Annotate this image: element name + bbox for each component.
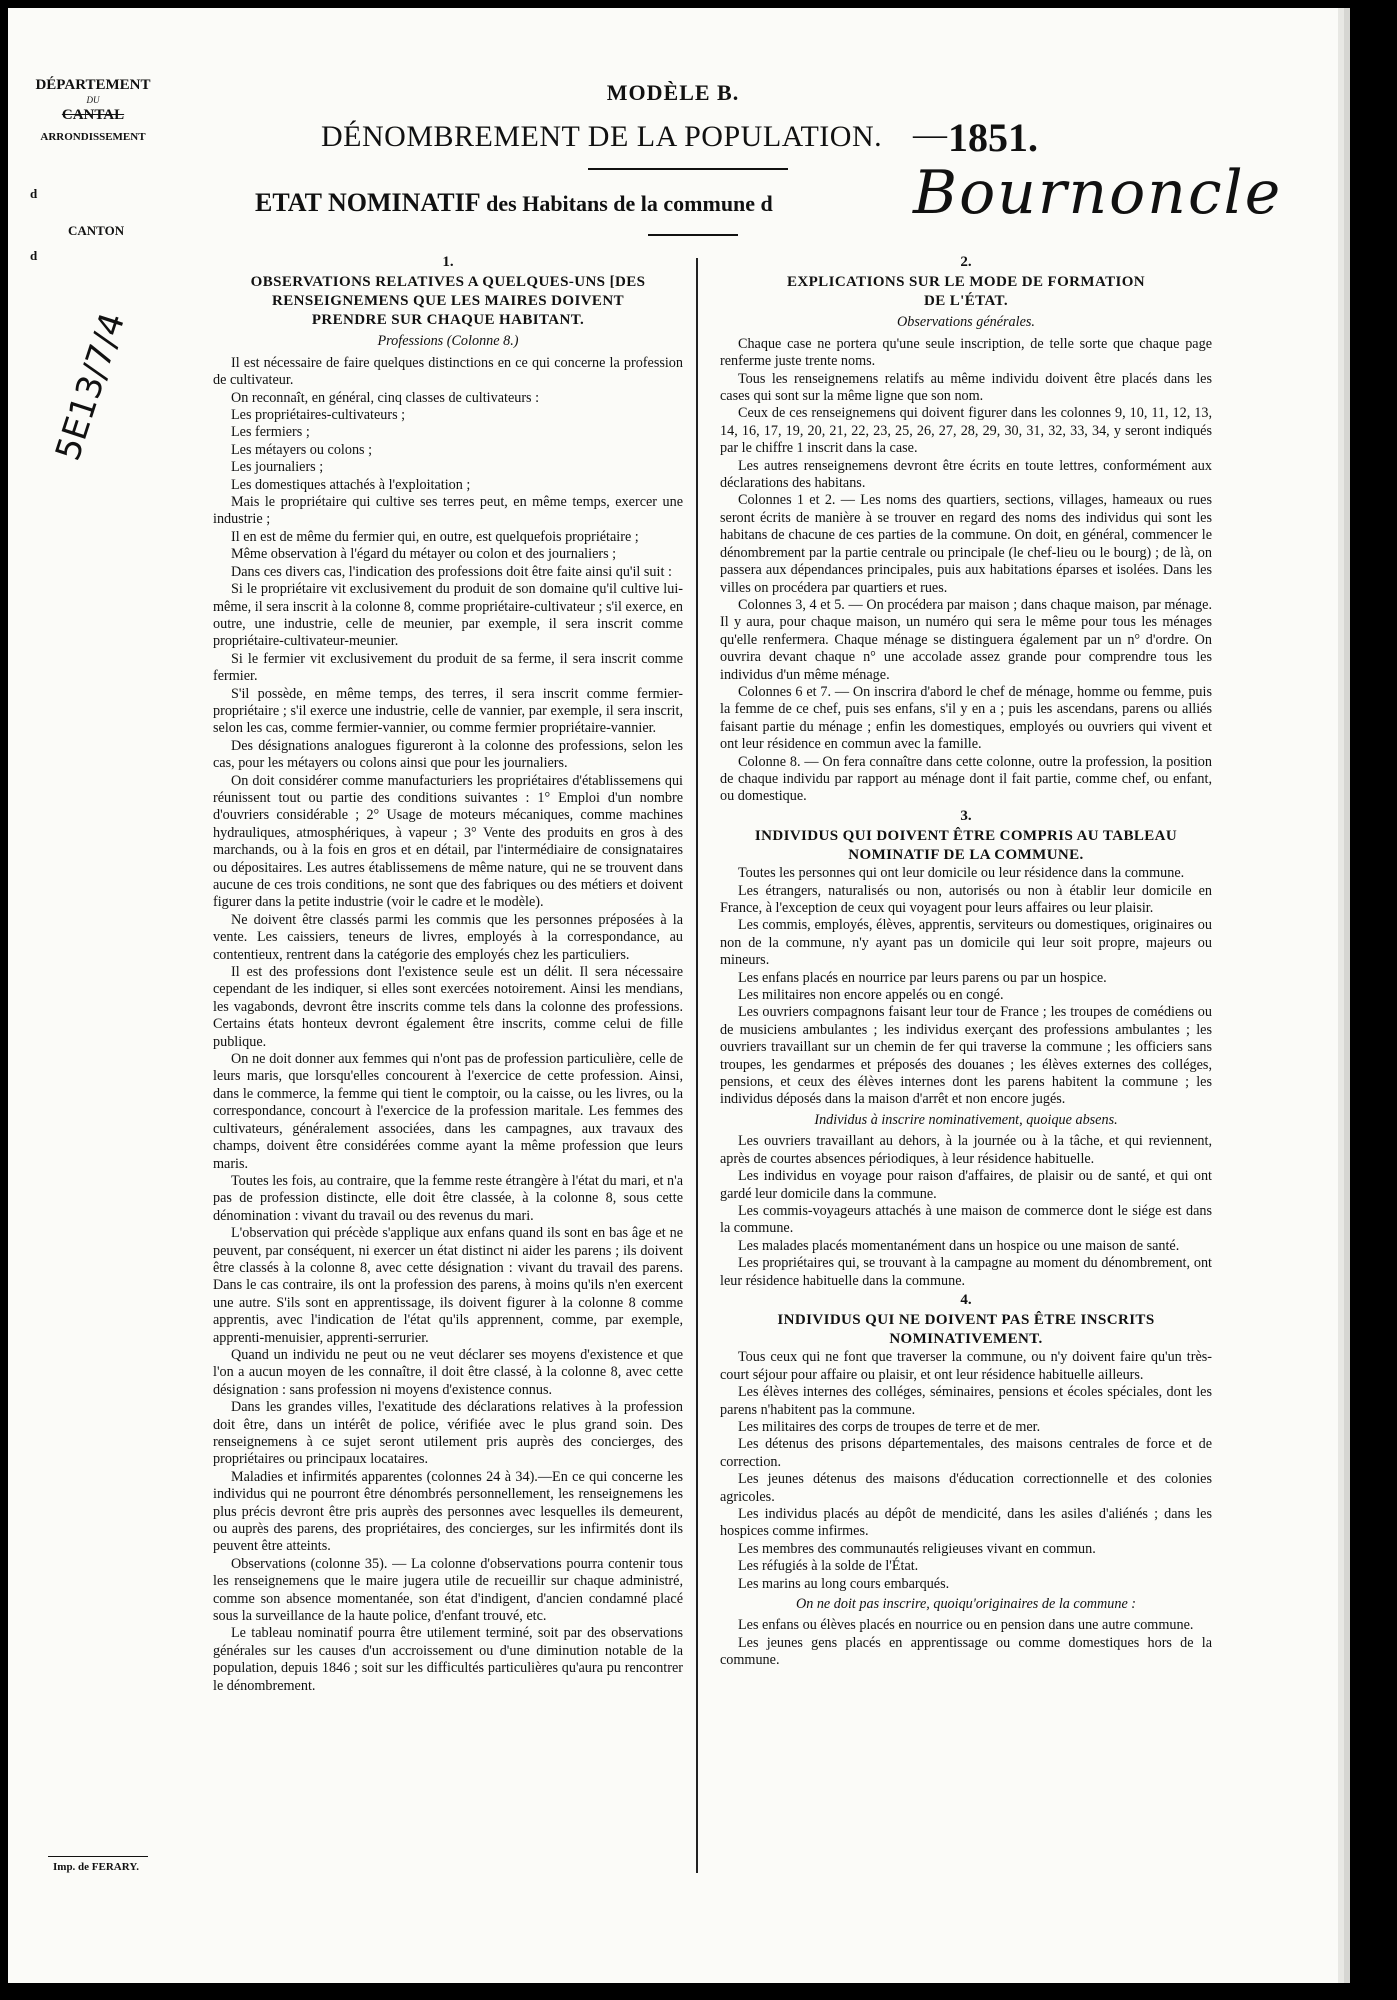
paragraph: Les commis, employés, élèves, apprentis, serviteurs ou domestiques, originaires ou non de la commune, n'y ayant pas un domicile qui leur soit propre, majeurs ou mineurs.: [720, 917, 1212, 969]
paragraph: Ne doivent être classés parmi les commis que les personnes préposées à la vente. Les caissiers, teneurs de livres, employés à la correspondance, au contentieux, rentrent dans la catégorie des employés chez les particuliers.: [213, 911, 683, 963]
paragraph: Tous ceux qui ne font que traverser la commune, ou n'y doivent faire qu'un très-court séjour pour affaire ou plaisir, et ont leur résidence habituelle ailleurs.: [720, 1349, 1212, 1383]
modele-label: MODÈLE B.: [606, 80, 740, 105]
departement-label: DÉPARTEMENT: [35, 77, 151, 93]
section-heading-line: OBSERVATIONS RELATIVES A QUELQUES-UNS [DES: [250, 274, 646, 291]
paragraph: Dans ces divers cas, l'indication des professions doit être faite ainsi qu'il suit :: [231, 563, 672, 580]
cantal-label: CANTAL: [61, 107, 125, 123]
paragraph: Les propriétaires qui, se trouvant à la campagne au moment du dénombrement, ont leur résidence habituelle dans la commune.: [720, 1255, 1212, 1289]
section-heading-line: NOMINATIF DE LA COMMUNE.: [848, 847, 1084, 864]
canton-d: d: [30, 248, 38, 263]
paragraph: Les jeunes gens placés en apprentissage ou comme domestiques hors de la commune.: [720, 1634, 1212, 1669]
section-number: 2.: [960, 254, 972, 270]
column-observations: [213, 252, 683, 1695]
section-heading-line: NOMINATIVEMENT.: [889, 1331, 1043, 1348]
ornament-mid: [648, 234, 738, 236]
du-label: DU: [86, 94, 100, 105]
paragraph: Colonnes 1 et 2. — Les noms des quartiers, sections, villages, hameaux ou rues seront écrits de manière à se trouver en regard des noms des individus qui sont les habitans de chacune de ces parties de la commune. On doit, en général, commencer le dénombrement par la partie centrale ou principale (le chef-lieu ou le bourg) ; de là, on passera aux dépendances principales, puis aux habitations éparses et isolées. Dans les villes on procédera par quartiers et rues.: [720, 492, 1212, 596]
imprint-rule: [48, 1856, 148, 1857]
document-page: [8, 8, 1338, 1983]
etat-bold: ETAT NOMINATIF: [255, 188, 480, 217]
paragraph: Chaque case ne portera qu'une seule inscription, de telle sorte que chaque page renferme juste trente noms.: [720, 335, 1212, 370]
paragraph-list: [720, 1617, 1212, 1669]
section-subheading: On ne doit pas inscrire, quoiqu'originaires de la commune :: [795, 1596, 1137, 1613]
paragraph: Le tableau nominatif pourra être utilement terminé, soit par des observations générales sur les causes d'un accroissement ou d'une diminution notable de la population, depuis 1846 ; soit sur les difficultés particulières qu'aura pu rencontrer le dénombrement.: [213, 1625, 683, 1694]
paragraph: Les ouvriers compagnons faisant leur tour de France ; les troupes de comédiens ou de musiciens ambulantes ; les individus exerçant des professions ambulantes ; les ouvriers travaillant sur un chemin de fer qui traverse la commune ; les officiers sans troupes, les gendarmes et préposés des douanes ; les élèves externes des colléges, pensions, et ceux des élèves internes dont les parens habitent la commune ; les individus déposés dans la maison d'arrêt et non encore jugés.: [720, 1004, 1212, 1108]
paragraph-list: [213, 355, 683, 1695]
paragraph: Les militaires non encore appelés ou en congé.: [738, 987, 1004, 1004]
paragraph: Les autres renseignemens devront être écrits en toute lettres, conformément aux déclarations des habitans.: [720, 457, 1212, 492]
paragraph-list: [720, 1133, 1212, 1290]
title-dash: —: [913, 116, 947, 153]
section-subheading: Observations générales.: [897, 314, 1035, 331]
section-subheading: Professions (Colonne 8.): [377, 333, 519, 350]
paragraph: Toutes les fois, au contraire, que la femme reste étrangère à l'état du mari, et n'a pas de profession distincte, elle doit être classée, à la colonne 8, sous cette dénomination : vivant du travail ou des revenus du mari.: [213, 1172, 683, 1224]
paragraph: Les journaliers ;: [231, 459, 324, 476]
section-heading-line: INDIVIDUS QUI NE DOIVENT PAS ÊTRE INSCRITS: [777, 1312, 1155, 1329]
paragraph: Les malades placés momentanément dans un hospice ou une maison de santé.: [738, 1237, 1180, 1254]
paragraph: Les étrangers, naturalisés ou non, autorisés ou non à établir leur domicile en France, à l'exception de ceux qui voyagent pour leurs affaires ou leur plaisir.: [720, 882, 1212, 916]
paragraph: Toutes les personnes qui ont leur domicile ou leur résidence dans la commune.: [738, 865, 1185, 882]
section-heading-line: EXPLICATIONS SUR LE MODE DE FORMATION: [786, 274, 1146, 291]
paragraph: Tous les renseignemens relatifs au même individu doivent être placés dans les cases qui sont sur la même ligne que son nom.: [720, 370, 1212, 405]
paragraph: Les détenus des prisons départementales, des maisons centrales de force et de correction.: [720, 1436, 1212, 1470]
paragraph: Les enfans ou élèves placés en nourrice ou en pension dans une autre commune.: [738, 1617, 1194, 1634]
paragraph: S'il possède, en même temps, des terres, il sera inscrit comme fermier-propriétaire ; s'il exerce une industrie, celle de vannier, par exemple, il sera inscrit, selon les cas, comme fermier-vannier, ou comme fermier propriétaire-vannier.: [213, 685, 683, 737]
paragraph: Colonne 8. — On fera connaître dans cette colonne, outre la profession, la position de chaque individu par rapport au ménage dont il fait partie, comme chef, ou enfant, ou domestique.: [720, 753, 1212, 805]
paragraph: Quand un individu ne peut ou ne veut déclarer ses moyens d'existence et que l'on a aucun moyen de les connaître, il doit être classé, à la colonne 8, avec cette désignation : sans profession ni moyens d'existence connus.: [213, 1346, 683, 1398]
column-explications: [720, 252, 1212, 1670]
paragraph: Observations (colonne 35). — La colonne d'observations pourra contenir tous les renseignemens que le maire jugera utile de recueillir sur chaque administré, comme son absence momentanée, son état d'indigent, d'ancien condamné placé sous la surveillance de la haute police, d'enfant trouvé, etc.: [213, 1555, 683, 1625]
section-number: 4.: [960, 1291, 972, 1308]
paragraph: Ceux de ces renseignemens qui doivent figurer dans les colonnes 9, 10, 11, 12, 13, 14, 16, 17, 19, 20, 21, 22, 23, 25, 26, 27, 28, 29, 30, 31, 32, 33, 34, y seront indiqués par le chiffre 1 inscrit dans la case.: [720, 405, 1212, 457]
paragraph: Les enfans placés en nourrice par leurs parens ou par un hospice.: [738, 969, 1107, 986]
commune-name: Bournoncle: [913, 158, 1283, 228]
paragraph: Les individus en voyage pour raison d'affaires, de plaisir ou de santé, et qui ont gardé leur domicile dans la commune.: [720, 1168, 1212, 1202]
paragraph: On doit considérer comme manufacturiers les propriétaires d'établissemens qui réunissent tout ou partie des conditions suivantes : 1° Emploi d'un nombre d'ouvriers considérable ; 2° Usage de moteurs mécaniques, comme machines hydrauliques, atmosphériques, à vapeur ; 3° Vente des produits en gros à des marchands, ou à la fois en gros et en détail, par l'intermédiaire de consignataires ou dépositaires. Les autres établissemens de même nature, qui ne se trouvent dans aucune de ces trois conditions, ne sont que des fabriques ou des métiers et doivent figurer dans la petite industrie (voir le cadre et le modèle).: [213, 772, 683, 911]
paragraph: Les métayers ou colons ;: [231, 441, 373, 458]
etat-title: [255, 188, 773, 218]
paragraph: Colonnes 3, 4 et 5. — On procédera par maison ; dans chaque maison, par ménage. Il y aura, pour chaque maison, un numéro qui sera le même pour tous les ménages qu'elle renfermera. Chaque ménage se distinguera également par un n° d'ordre. On ouvrira devant chaque n° une accolade assez grande pour comprendre tous les individus d'un même ménage.: [720, 596, 1212, 683]
imprint: Imp. de FERARY.: [53, 1861, 139, 1873]
paragraph: Les marins au long cours embarqués.: [738, 1575, 950, 1592]
paragraph: Maladies et infirmités apparentes (colonnes 24 à 34).—En ce qui concerne les individus qui ne pourront être dénombrés personnellement, les renseignemens les plus précis devront être pris auprès des personnes avec lesquelles ils demeurent, ou auprès des parens, des propriétaires, des concierges, sur les infirmités dont ils peuvent être atteints.: [213, 1468, 683, 1555]
paragraph: Les membres des communautés religieuses vivant en commun.: [738, 1540, 1096, 1557]
paragraph: Colonnes 6 et 7. — On inscrira d'abord le chef de ménage, homme ou femme, puis la femme de ce chef, puis ses enfans, s'il y en a ; puis les ascendans, parens ou alliés faisant partie du ménage ; enfin les domestiques, employés ou ouvriers qui vivent et ont leur résidence en commun avec la famille.: [720, 683, 1212, 753]
paragraph: Les propriétaires-cultivateurs ;: [231, 407, 406, 424]
arrondissement-d: d: [30, 186, 38, 201]
ornament-top: [588, 168, 788, 170]
year: 1851.: [948, 115, 1038, 160]
paragraph: Des désignations analogues figureront à la colonne des professions, selon les cas, pour les métayers ou colons ainsi que pour les journaliers.: [213, 737, 683, 772]
section-subheading: Individus à inscrire nominativement, quoique absens.: [814, 1111, 1118, 1128]
paragraph: On ne doit donner aux femmes qui n'ont pas de profession particulière, celle de leurs maris, que lorsqu'elles concourent à l'exercice de cette profession. Ainsi, dans le commerce, la femme qui tient le comptoir, ou la caisse, ou les livres, ou la correspondance, concourt à l'exercice de la profession maritale. Les femmes des cultivateurs, généralement associées, dans les campagnes, aux travaux des champs, doivent être considérées comme ayant la même profession que leurs maris.: [213, 1051, 683, 1172]
etat-rest: des Habitans de la commune d: [486, 191, 773, 216]
section-heading-line: RENSEIGNEMENS QUE LES MAIRES DOIVENT: [272, 293, 624, 310]
paragraph: Les commis-voyageurs attachés à une maison de commerce dont le siége est dans la commune.: [720, 1202, 1212, 1237]
section-number: 3.: [960, 807, 972, 824]
paragraph: Les domestiques attachés à l'exploitation ;: [231, 476, 471, 493]
arrondissement-label: ARRONDISSEMENT: [40, 130, 146, 143]
paragraph: Les élèves internes des colléges, séminaires, pensions et écoles spéciales, dont les parens n'habitent pas la commune.: [720, 1384, 1212, 1418]
paragraph: Les réfugiés à la solde de l'État.: [738, 1558, 919, 1575]
column-divider: [696, 258, 698, 1873]
canton-label: CANTON: [68, 223, 125, 238]
paragraph: L'observation qui précède s'applique aux enfans quand ils sont en bas âge et ne peuvent, par conséquent, ni exercer un état distinct ni aider les parens ; ils doivent être classés à la colonne 8, avec cette désignation : vivant du travail des parens. Dans le cas contraire, ils ont la profession des parens, à moins qu'ils n'en exercent une autre. S'ils sont en apprentissage, ils doivent figurer à la colonne 8 comme apprentis, avec l'indication de l'état qu'ils apprennent, comme, par exemple, apprenti-menuisier, apprenti-serrurier.: [213, 1225, 683, 1346]
paragraph: Il est nécessaire de faire quelques distinctions en ce qui concerne la profession de cultivateur.: [213, 354, 683, 389]
paragraph: Il est des professions dont l'existence seule est un délit. Il sera nécessaire cependant de les indiquer, si elles sont exercées notoirement. Ainsi les mendians, les vagabonds, devront être inscrits comme tels dans la colonne des professions. Certains états honteux devront également être inscrits, comme celui de fille publique.: [213, 964, 683, 1050]
paragraph-list: [720, 1349, 1212, 1593]
paragraph: Même observation à l'égard du métayer ou colon et des journaliers ;: [231, 546, 617, 563]
paragraph: Si le propriétaire vit exclusivement du produit de son domaine qu'il cultive lui-même, il sera inscrit à la colonne 8, comme propriétaire-cultivateur ; s'il exerce, en outre, une industrie, celle de meunier, par exemple, il sera inscrit comme propriétaire-cultivateur-meunier.: [213, 581, 683, 650]
section-heading-line: DE L'ÉTAT.: [923, 293, 1009, 310]
paragraph: Les jeunes détenus des maisons d'éducation correctionnelle et des colonies agricoles.: [720, 1471, 1212, 1505]
paragraph: Dans les grandes villes, l'exatitude des déclarations relatives à la profession doit être, dans un intérêt de police, vérifiée avec le plus grand soin. Des renseignemens à ce sujet seront utilement pris auprès des concierges, des propriétaires ou principaux locataires.: [213, 1399, 683, 1468]
margin-note: 5E13/7/4: [48, 307, 134, 466]
paragraph: On reconnaît, en général, cinq classes de cultivateurs :: [231, 389, 540, 406]
paragraph: Mais le propriétaire qui cultive ses terres peut, en même temps, exercer une industrie ;: [213, 494, 683, 528]
main-title: DÉNOMBREMENT DE LA POPULATION.: [321, 120, 883, 153]
paragraph: Les individus placés au dépôt de mendicité, dans les asiles d'aliénés ; dans les hospices comme infirmes.: [720, 1506, 1212, 1540]
paragraph: Les militaires des corps de troupes de terre et de mer.: [738, 1418, 1041, 1435]
paragraph-list: [720, 865, 1212, 1109]
paragraph: Si le fermier vit exclusivement du produit de sa ferme, il sera inscrit comme fermier.: [213, 650, 683, 685]
paragraph: Il en est de même du fermier qui, en outre, est quelquefois propriétaire ;: [231, 528, 639, 545]
section-heading-line: INDIVIDUS QUI DOIVENT ÊTRE COMPRIS AU TABLEAU: [754, 828, 1178, 845]
paragraph-list: [720, 336, 1212, 806]
section-heading-line: PRENDRE SUR CHAQUE HABITANT.: [311, 312, 585, 329]
paragraph: Les ouvriers travaillant au dehors, à la journée ou à la tâche, et qui reviennent, après de courtes absences périodiques, à leur résidence habituelle.: [720, 1133, 1212, 1167]
section-number: 1.: [442, 254, 454, 270]
paragraph: Les fermiers ;: [231, 424, 310, 441]
